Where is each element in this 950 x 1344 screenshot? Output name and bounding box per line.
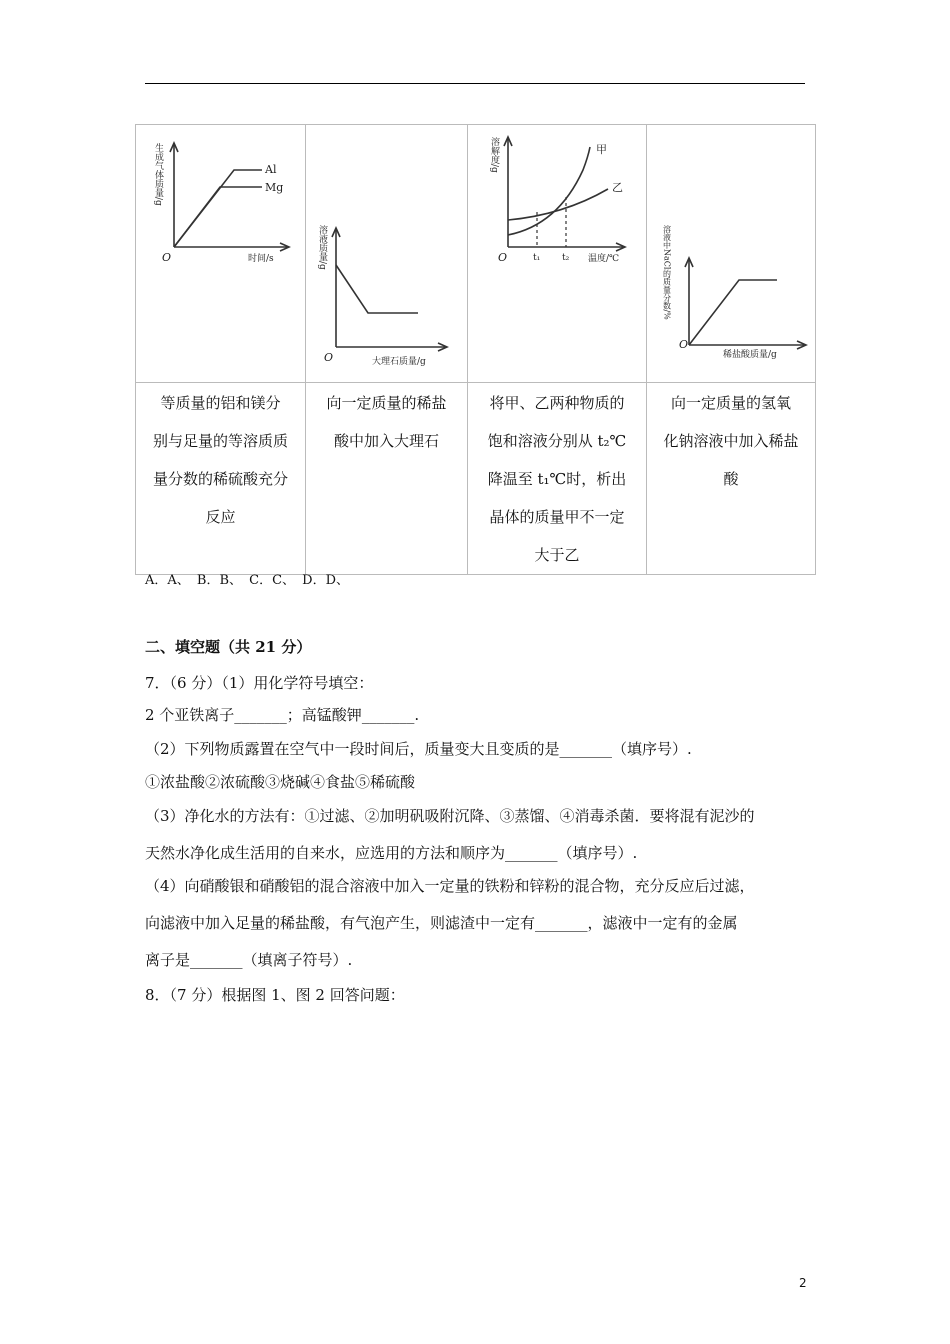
figure-c-cell	[468, 125, 647, 383]
fig-a-series-mg: Mg	[265, 181, 284, 194]
fig-a-origin: O	[162, 251, 172, 264]
figure-b-cell	[306, 125, 468, 383]
figure-d	[647, 125, 816, 382]
header-rule	[145, 83, 805, 84]
fig-c-tick-t2: t₂	[562, 253, 570, 263]
fig-d-xlabel: 稀盐酸质量/g	[723, 350, 777, 360]
page-number: 2	[799, 1276, 807, 1290]
figure-a	[136, 125, 306, 382]
fig-c-ylabel: 溶解度/g	[489, 137, 499, 173]
fig-b-origin: O	[324, 351, 334, 364]
q7-part4-line1: （4）向硝酸银和硝酸铝的混合溶液中加入一定量的铁粉和锌粉的混合物，充分反应后过滤，	[145, 877, 755, 895]
fig-c-series-yi: 乙	[612, 181, 623, 194]
q7-part3-line1: （3）净化水的方法有：①过滤、②加明矾吸附沉降、③蒸馏、④消毒杀菌．要将混有泥沙的	[145, 807, 755, 825]
q7-part4-line2: 向滤液中加入足量的稀盐酸，有气泡产生，则滤渣中一定有_______，滤液中一定有的金属	[145, 914, 738, 932]
fig-b-xlabel: 大理石质量/g	[372, 357, 426, 367]
description-b: 向一定质量的稀盐 酸中加入大理石	[306, 383, 468, 575]
description-c: 将甲、乙两种物质的 饱和溶液分别从 t₂℃ 降温至 t₁℃时，析出 晶体的质量甲不一定 大于乙	[468, 383, 647, 575]
fig-c-tick-t1: t₁	[533, 253, 541, 263]
question-table	[135, 124, 816, 575]
description-a: 等质量的铝和镁分 别与足量的等溶质质 量分数的稀硫酸充分 反应	[136, 383, 306, 575]
section-title: 二、填空题（共 21 分）	[145, 638, 312, 656]
q8-intro: 8．（7 分）根据图 1、图 2 回答问题：	[145, 986, 405, 1004]
figure-c	[468, 125, 647, 382]
q7-intro: 7．（6 分）（1）用化学符号填空：	[145, 674, 374, 692]
description-d: 向一定质量的氢氧 化钠溶液中加入稀盐 酸	[647, 383, 816, 575]
fig-c-series-jia: 甲	[596, 143, 607, 156]
figure-a-cell	[136, 125, 306, 383]
q7-part1: 2 个亚铁离子_______；高锰酸钾_______.	[145, 706, 420, 724]
fig-c-origin: O	[498, 251, 508, 264]
figure-d-cell	[647, 125, 816, 383]
q7-part2: （2）下列物质露置在空气中一段时间后，质量变大且变质的是_______（填序号）.	[145, 740, 692, 758]
fig-d-origin: O	[679, 338, 689, 351]
answer-options: A．A、 B．B、 C．C、 D．D、	[145, 573, 350, 588]
fig-c-xlabel: 温度/℃	[588, 254, 620, 264]
fig-d-ylabel: 溶液中NaCl的质量分数/%	[662, 225, 672, 320]
fig-a-ylabel: 生成气体质量/g	[153, 143, 163, 206]
q7-part2-options: ①浓盐酸②浓硫酸③烧碱④食盐⑤稀硫酸	[145, 773, 416, 791]
fig-a-series-al: Al	[265, 163, 277, 176]
q7-part4-line3: 离子是_______（填离子符号）.	[145, 951, 353, 969]
q7-part3-line2: 天然水净化成生活用的自来水，应选用的方法和顺序为_______（填序号）.	[145, 844, 638, 862]
fig-b-ylabel: 溶液质量/g	[317, 225, 327, 270]
fig-a-xlabel: 时间/s	[248, 254, 274, 264]
figure-b	[306, 125, 468, 382]
